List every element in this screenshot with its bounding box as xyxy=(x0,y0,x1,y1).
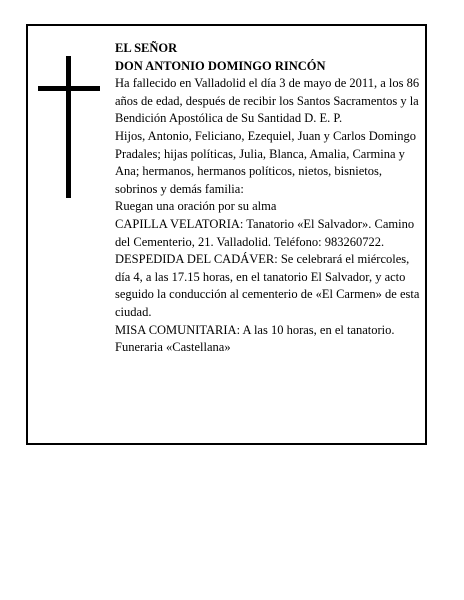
notice-text xyxy=(115,40,421,357)
obituary-notice xyxy=(26,24,427,445)
farewell-text: Se celebrará el miércoles, día 4, a las 17.15 horas, en el tanatorio El Salvador, y acto seguido la conducción al cementerio de «El Carmen» de esta ciudad. xyxy=(115,252,420,319)
farewell-info xyxy=(115,251,421,321)
deceased-name: DON ANTONIO DOMINGO RINCÓN xyxy=(115,58,326,73)
family-list: Hijos, Antonio, Feliciano, Ezequiel, Juan y Carlos Domingo Pradales; hijas políticas, Julia, Blanca, Amalia, Carmina y Ana; hermanos, hermanos políticos, nietos, bisnietos, sobrinos y demás familia: xyxy=(115,128,417,196)
chapel-info: CAPILLA VELATORIA: Tanatorio «El Salvador». Camino del Cementerio, 21. Valladolid. Teléfono: 983260722. xyxy=(115,216,415,249)
cross-icon xyxy=(38,56,100,198)
death-announcement: Ha fallecido en Valladolid el día 3 de mayo de 2011, a los 86 años de edad, después de recibir los Santos Sacramentos y la Bendición Apostólica de Su Santidad D. E. P. xyxy=(115,76,420,126)
funeral-home: Funeraria «Castellana» xyxy=(115,340,231,355)
title-line-1: EL SEÑOR xyxy=(115,41,178,55)
mass-info: MISA COMUNITARIA: A las 10 horas, en el tanatorio. xyxy=(115,322,395,337)
cross-horizontal-bar xyxy=(38,86,100,91)
prayer-request: Ruegan una oración por su alma xyxy=(115,199,277,214)
cross-vertical-bar xyxy=(66,56,71,198)
farewell-label: DESPEDIDA DEL CADÁVER: xyxy=(115,252,278,267)
